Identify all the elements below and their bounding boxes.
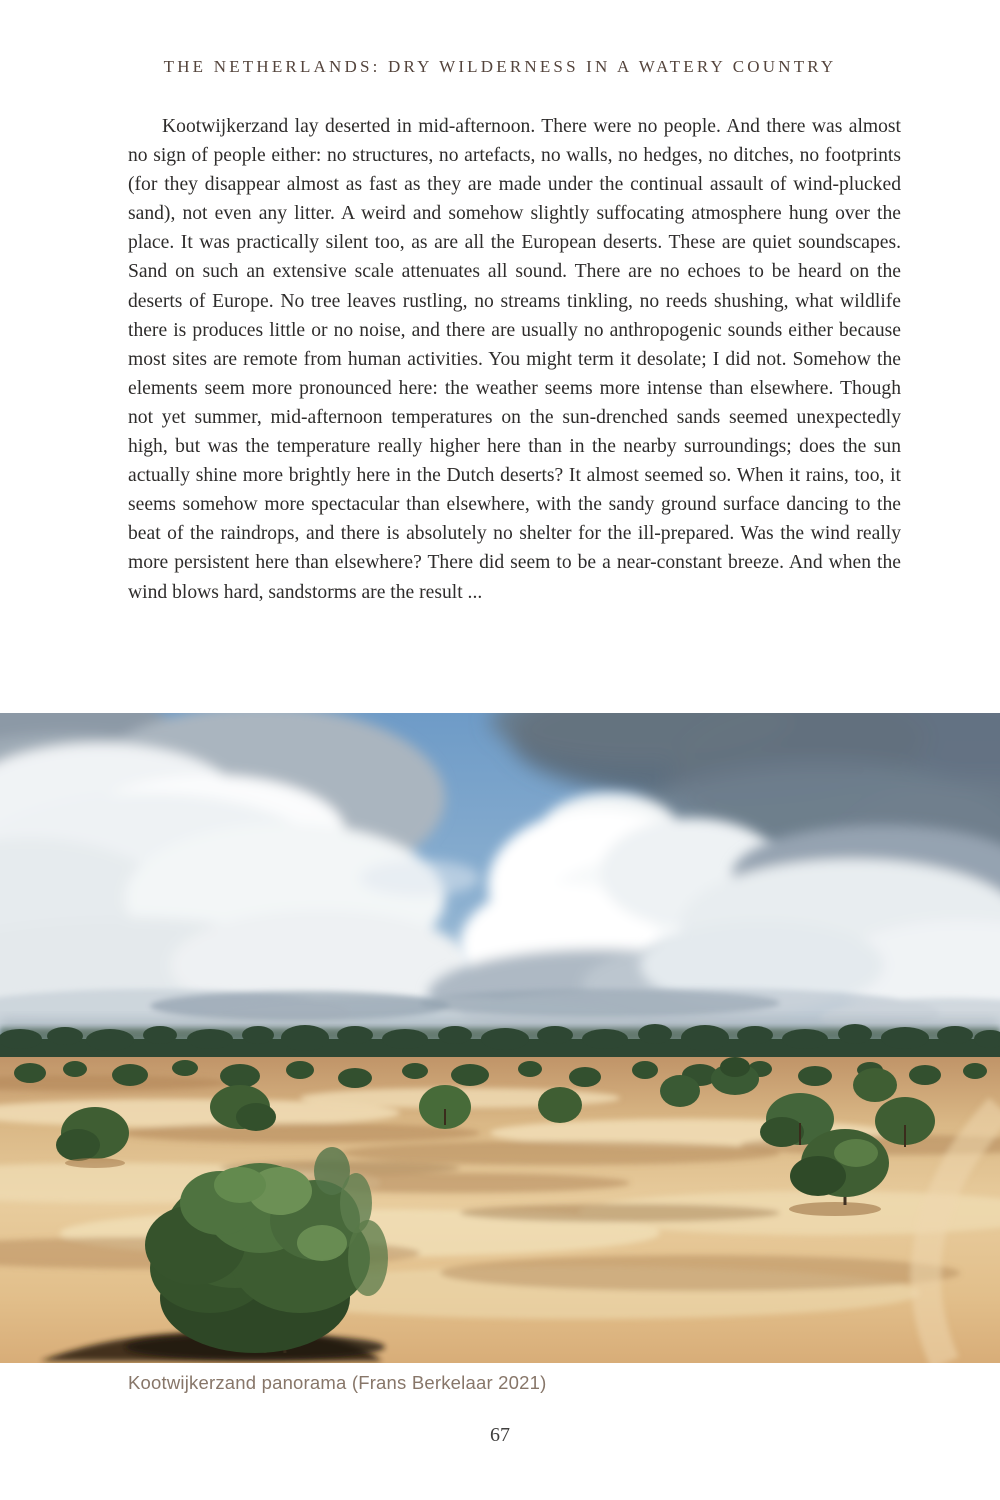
body-text-block [128,112,901,607]
running-header: THE NETHERLANDS: DRY WILDERNESS IN A WATERY COUNTRY [163,57,837,76]
photo-caption: Kootwijkerzand panorama (Frans Berkelaar 2021) [128,1372,547,1393]
page-number: 67 [490,1424,510,1446]
body-paragraph: Kootwijkerzand lay deserted in mid-afternoon. There were no people. And there was almost no sign of people either: no structures, no artefacts, no walls, no hedges, no ditches, no footprints (for they disappear almost as fast as they are made under the continual assault of wind-plucked sand), not even any litter. A weird and somehow slightly suffocating atmosphere hung over the place. It was practically silent too, as are all the European deserts. These are quiet soundscapes. Sand on such an extensive scale attenuates all sound. There are no echoes to be heard on the deserts of Europe. No tree leaves rustling, no streams tinkling, no reeds shushing, what wildlife there is produces little or no noise, and there are usually no anthropogenic sounds either because most sites are remote from human activities. You might term it desolate; I did not. Somehow the elements seem more pronounced here: the weather seems more intense than elsewhere. Though not yet summer, mid-afternoon temperatures on the sun-drenched sands seemed unexpectedly high, but was the temperature really higher here than in the nearby surroundings; does the sun actually shine more brightly here in the Dutch deserts? It almost seemed so. When it rains, too, it seems somehow more spectacular than elsewhere, with the sandy ground surface dancing to the beat of the raindrops, and there is absolutely no shelter for the ill-prepared. Was the wind really more persistent here than elsewhere? There did seem to be a near-constant breeze. And when the wind blows hard, sandstorms are the result ... [128,116,901,603]
landscape-photo-illustration [0,713,1000,1363]
kootwijkerzand-photo [0,713,1000,1363]
